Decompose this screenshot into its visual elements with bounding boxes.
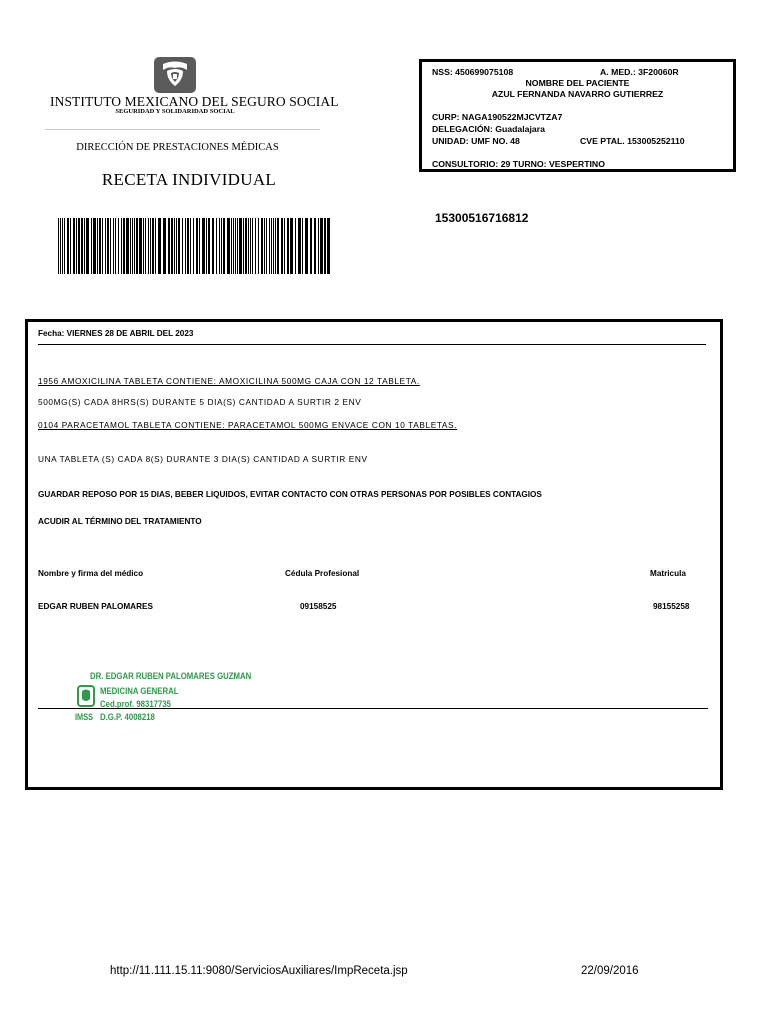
imss-eagle-logo-icon [153,56,197,94]
document-title: RECETA INDIVIDUAL [101,170,277,189]
doctor-name-label: Nombre y firma del médico [38,569,144,578]
cedula-label: Cédula Profesional [285,569,360,578]
patient-delegacion: DELEGACIÓN: Guadalajara [432,124,545,134]
institution-tagline: SEGURIDAD Y SOLIDARIDAD SOCIAL [115,108,235,115]
stamp-doctor-name: DR. EDGAR RUBEN PALOMARES GUZMAN [90,671,252,682]
prescription-box [25,319,723,790]
doctor-matricula: 98155258 [653,602,690,611]
patient-curp: CURP: NAGA190522MJCVTZA7 [432,112,563,122]
medication-1-description: 1956 AMOXICILINA TABLETA CONTIENE: AMOXICILINA 500MG CAJA CON 12 TABLETA. [38,376,420,386]
patient-info-box [419,59,736,172]
prescription-date: Fecha: VIERNES 28 DE ABRIL DEL 2023 [38,329,194,338]
instructions-followup: ACUDIR AL TÉRMINO DEL TRATAMIENTO [38,517,202,526]
footer-url: http://11.111.15.11:9080/ServiciosAuxiliares/ImpReceta.jsp [110,965,408,977]
patient-nss: NSS: 450699075108 [432,67,514,77]
patient-unidad: UNIDAD: UMF NO. 48 [432,136,520,146]
imss-stamp-logo-icon [77,685,95,707]
medication-2-dosage: UNA TABLETA (S) CADA 8(S) DURANTE 3 DIA(S) CANTIDAD A SURTIR ENV [38,454,368,464]
doctor-cedula: 09158525 [300,602,337,611]
stamp-imss-text: IMSS [75,712,94,722]
signature-line [38,708,708,709]
patient-cve: CVE PTAL. 153005252110 [580,136,685,146]
barcode [58,218,330,274]
medication-2-description: 0104 PARACETAMOL TABLETA CONTIENE: PARACETAMOL 500MG ENVACE CON 10 TABLETAS. [38,420,458,430]
medication-1-dosage: 500MG(S) CADA 8HRS(S) DURANTE 5 DIA(S) CANTIDAD A SURTIR 2 ENV [38,397,362,407]
patient-amed: A. MED.: 3F20060R [600,67,679,77]
folio-number: 15300516716812 [435,211,529,225]
direction-label: DIRECCIÓN DE PRESTACIONES MÉDICAS [76,142,279,153]
stamp-cedula: Ced.prof. 98317735 [100,699,172,710]
patient-consultorio: CONSULTORIO: 29 TURNO: VESPERTINO [432,159,605,169]
header-divider [45,129,320,130]
stamp-dgp: D.G.P. 4008218 [100,712,155,723]
institution-name: INSTITUTO MEXICANO DEL SEGURO SOCIAL [50,94,339,109]
patient-name-label: NOMBRE DEL PACIENTE [525,78,630,88]
matricula-label: Matricula [650,569,686,578]
footer-date: 22/09/2016 [581,965,639,977]
patient-name: AZUL FERNANDA NAVARRO GUTIERREZ [491,89,664,99]
stamp-specialty: MEDICINA GENERAL [100,686,179,697]
instructions-rest: GUARDAR REPOSO POR 15 DIAS, BEBER LIQUIDOS, EVITAR CONTACTO CON OTRAS PERSONAS POR POSIBLES CONTAGIOS [38,490,542,499]
doctor-name: EDGAR RUBEN PALOMARES [38,602,153,611]
date-divider [38,344,706,345]
